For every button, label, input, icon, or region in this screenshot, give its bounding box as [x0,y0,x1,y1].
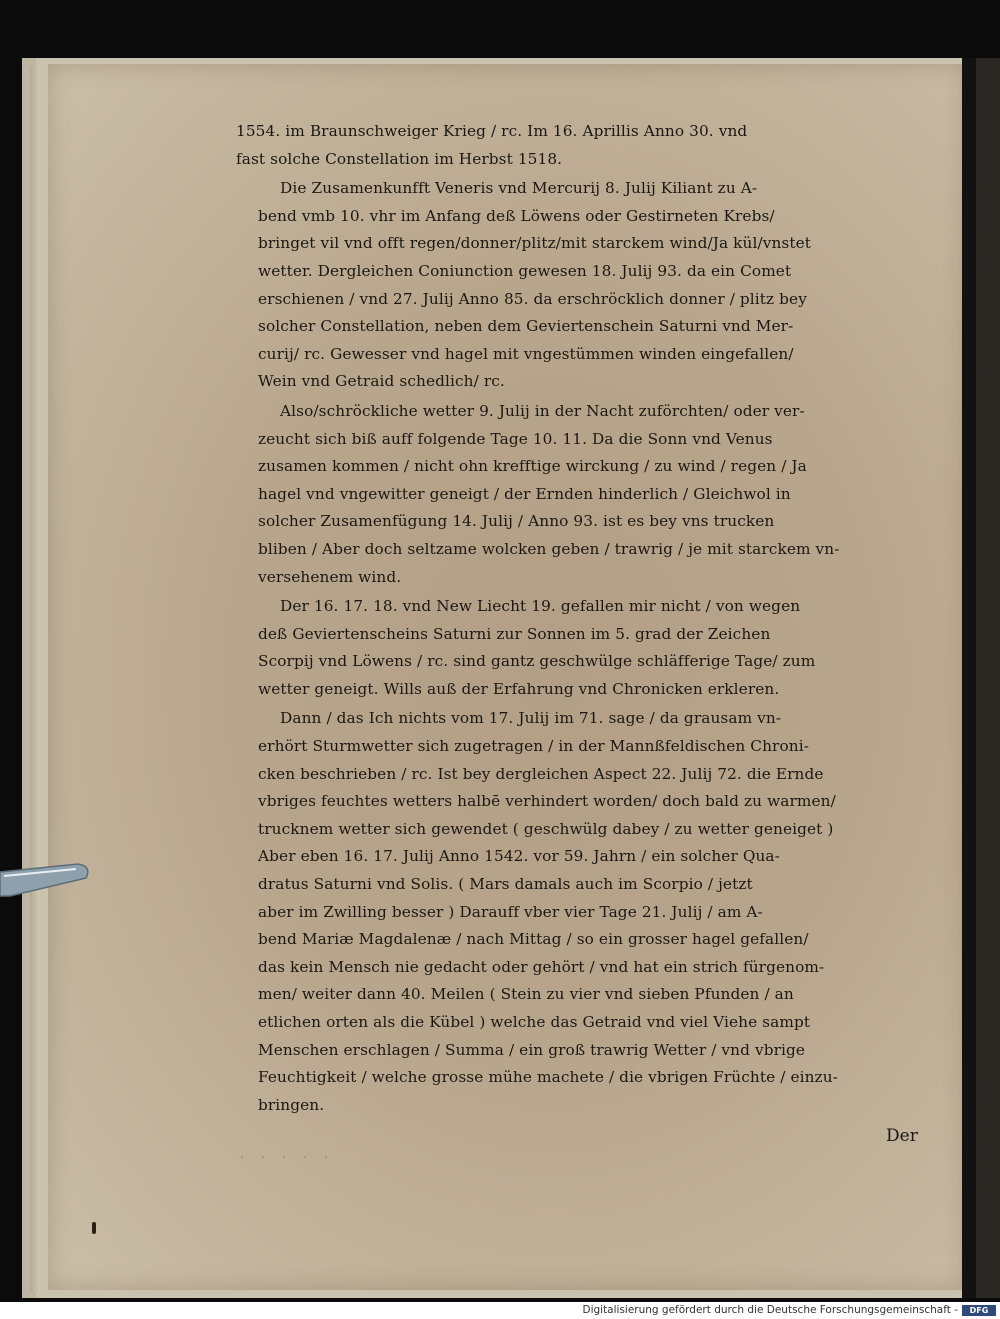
text-line: Wein vnd Getraid schedlich/ rc. [258,372,505,391]
bleed-through-marks: · · · · · [240,1150,335,1166]
text-line: Die Zusamenkunfft Veneris vnd Mercurij 8. Julij Kiliant zu A- [280,179,758,198]
page-text [236,118,936,1121]
text-line: wetter geneigt. Wills auß der Erfahrung vnd Chronicken erkleren. [258,679,780,698]
text-line: aber im Zwilling besser ) Darauff vber vier Tage 21. Julij / am A- [258,902,763,921]
text-line: Menschen erschlagen / Summa / ein groß trawrig Wetter / vnd vbrige [258,1040,806,1059]
holding-clip-icon [0,856,92,900]
text-line: erhört Sturmwetter sich zugetragen / in der Mannßfeldischen Chroni- [258,737,809,756]
text-line: erschienen / vnd 27. Julij Anno 85. da erschröcklich donner / plitz bey [258,289,807,308]
text-line: Dann / das Ich nichts vom 17. Julij im 71. sage / da grausam vn- [280,709,782,728]
text-line: dratus Saturni vnd Solis. ( Mars damals auch im Scorpio / jetzt [258,875,753,894]
text-line: bringet vil vnd offt regen/donner/plitz/mit starckem wind/Ja kül/vnstet [258,234,812,253]
paragraph [236,398,936,591]
text-line: 1554. im Braunschweiger Krieg / rc. Im 16. Aprillis Anno 30. vnd [236,122,748,140]
text-line: hagel vnd vngewitter geneigt / der Ernden hinderlich / Gleichwol in [258,484,791,503]
text-line: das kein Mensch nie gedacht oder gehört / vnd hat ein strich fürgenom- [258,957,825,976]
footer-bar [0,1302,1000,1319]
text-line: solcher Zusamenfügung 14. Julij / Anno 93. ist es bey vns trucken [258,512,775,531]
book-gutter [962,58,976,1298]
text-line: bend vmb 10. vhr im Anfang deß Löwens oder Gestirneten Krebs/ [258,206,775,225]
text-line: zeucht sich biß auff folgende Tage 10. 11. Da die Sonn vnd Venus [258,429,773,448]
text-line: Aber eben 16. 17. Julij Anno 1542. vor 59. Jahrn / ein solcher Qua- [258,847,780,866]
text-line: deß Geviertenscheins Saturni zur Sonnen im 5. grad der Zeichen [258,624,771,643]
paragraph [236,118,936,173]
text-line: bend Mariæ Magdalenæ / nach Mittag / so ein grosser hagel gefallen/ [258,930,809,949]
dfg-logo: DFG [962,1305,996,1316]
text-line: curij/ rc. Gewesser vnd hagel mit vngestümmen winden eingefallen/ [258,344,794,363]
text-line: cken beschrieben / rc. Ist bey dergleichen Aspect 22. Julij 72. die Ernde [258,764,824,783]
ink-spot [92,1222,96,1234]
text-line: trucknem wetter sich gewendet ( geschwülg dabey / zu wetter geneiget ) [258,819,834,838]
text-line: fast solche Constellation im Herbst 1518. [236,149,563,168]
catchword: Der [886,1126,918,1146]
text-line: Also/schröckliche wetter 9. Julij in der Nacht zuförchten/ oder ver- [280,401,805,420]
text-line: Der 16. 17. 18. vnd New Liecht 19. gefallen mir nicht / von wegen [280,597,801,616]
text-line: versehenem wind. [258,567,402,586]
paragraph [236,593,936,703]
text-line: bliben / Aber doch seltzame wolcken geben / trawrig / je mit starckem vn- [258,539,840,558]
text-line: vbriges feuchtes wetters halbē verhindert worden/ doch bald zu warmen/ [258,792,836,811]
next-page-edge [976,58,1000,1298]
text-line: Feuchtigkeit / welche grosse mühe machete / die vbrigen Früchte / einzu- [258,1068,838,1087]
text-line: bringen. [258,1095,325,1114]
board-edge-shadow [30,66,40,1292]
paragraph [236,175,936,396]
paragraph [236,705,936,1119]
text-line: solcher Constellation, neben dem Geviertenschein Saturni vnd Mer- [258,317,794,336]
text-line: Scorpij vnd Löwens / rc. sind gantz geschwülge schläfferige Tage/ zum [258,652,816,671]
footer-credit: Digitalisierung gefördert durch die Deutsche Forschungsgemeinschaft - [582,1304,958,1316]
text-line: etlichen orten als die Kübel ) welche das Getraid vnd viel Viehe sampt [258,1013,811,1031]
text-line: zusamen kommen / nicht ohn krefftige wirckung / zu wind / regen / Ja [258,457,807,476]
text-line: men/ weiter dann 40. Meilen ( Stein zu vier vnd sieben Pfunden / an [258,985,794,1004]
text-line: wetter. Dergleichen Coniunction gewesen 18. Julij 93. da ein Comet [258,261,792,280]
